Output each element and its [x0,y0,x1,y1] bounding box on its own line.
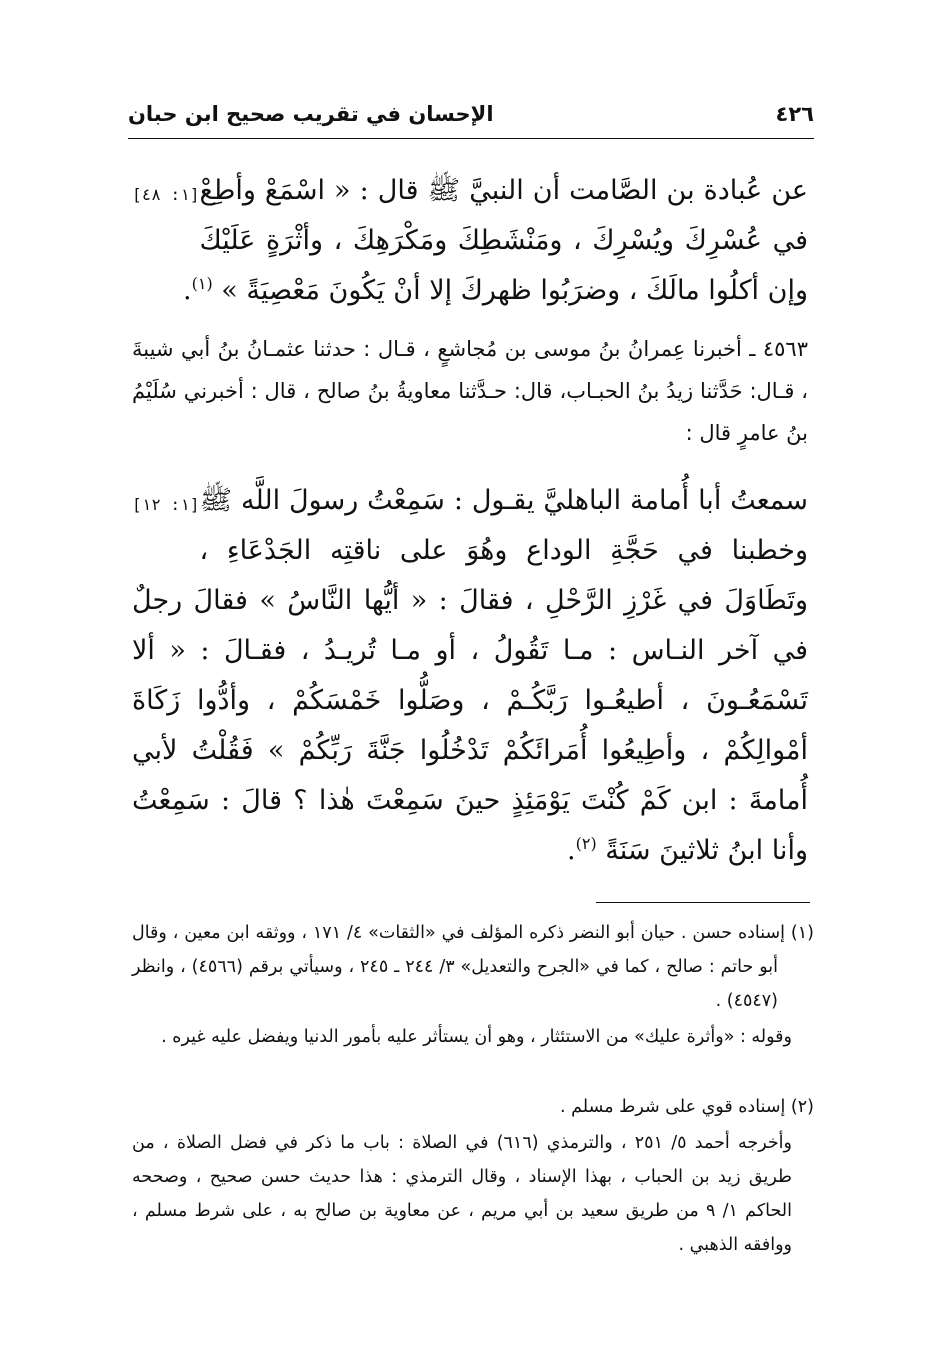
hadith-a-reference: [١: ٤٨] [132,185,200,204]
hadith-a-note-marker: (١) [191,274,213,293]
footnote-1-main: (١) إسناده حسن . حيان أبو النضر ذكره المؤلف في «الثقات» ٤/ ١٧١ ، ووثقه ابن معين ، وقال أبو حاتم : صالح ، كما في «الجرح والتعديل» ٣/ ٢٤٤ ـ ٢٤٥ ، وسيأتي برقم (٤٥٦٦) ، وانظر (٤٥٤٧) . [132,923,814,1011]
isnad-b-text [132,328,808,454]
footnote-2-main: (٢) إسناده قوي على شرط مسلم . [560,1097,814,1117]
footnote-divider [596,902,810,903]
isnad-b-body: ٤٥٦٣ ـ أخبرنا عِمرانُ بنُ موسى بن مُجاشعٍ ، قـال : حدثنا عثمـانُ بنُ أبي شيبةَ ، قـال: حَدَّثنا زيدُ بنُ الحبـاب، قال: حـدَّثنا معاويةُ بنُ صالح ، قال : أخبرني سُلَيْمُ بنُ عامرٍ قال : [132,337,808,445]
footnote-2-extra: وأخرجه أحمد ٥/ ٢٥١ ، والترمذي (٦١٦) في الصلاة : باب ما ذكر في فضل الصلاة ، من طريق زيد بن الحباب ، بهذا الإسناد ، وقال الترمذي : هذا حديث حسن صحيح ، وصححه الحاكم ١/ ٩ من طريق سعيد بن أبي مريم ، عن معاوية بن صالح به ، على شرط مسلم ، ووافقه الذهبي . [132,1133,792,1255]
running-title: الإحسان في تقريب صحيح ابن حبان [128,102,494,126]
hadith-b-text: [١: ١٢] سمعتُ أبا أُمامة الباهليَّ يقـول : سَمِعْتُ رسولَ اللَّه ﷺ وخطبنا في حَجَّةِ الوداع وهُوَ على ناقتِه الجَدْعَاءِ ، وتَطَاوَلَ في غَرْزِ الرَّحْلِ ، فقالَ : « أيُّها النَّاسُ » فقالَ رجلٌ في آخر النـاس : مـا تَقُولُ ، أو مـا تُريـدُ ، فقـالَ : « ألا تَسْمَعُـونَ ، أطيعُـوا رَبَّكُـمْ ، وصَلُّوا خَمْسَكُمْ ، وأدُّوا زَكَاةَ أمْوالِكُمْ ، وأطِيعُوا أُمَرائَكُمْ تَدْخُلُوا جَنَّةَ رَبِّكُمْ » فَقُلْتُ لأبي أُمامةَ : ابن كَمْ كُنْتَ يَوْمَئِذٍ حينَ سَمِعْتَ هٰذا ؟ قالَ : سَمِعْتُ وأنا ابنُ ثلاثينَ سَنَةً $^{(٢)}$. [132,476,808,876]
hadith-a-text: [١: ٤٨] عن عُبادة بن الصَّامت أن النبيَّ ﷺ قال : « اسْمَعْ وأطِعْ في عُسْرِكَ ويُسْرِكَ ، ومَنْشَطِكَ ومَكْرَهِكَ ، وأثْرَةٍ عَلَيْكَ وإن أكلُوا مالَكَ ، وضرَبُوا ظهركَ إلا أنْ يَكُونَ مَعْصِيَةً » $^{(١)}$. [132,166,808,316]
hadith-a-body: عن عُبادة بن الصَّامت أن النبيَّ ﷺ قال : « اسْمَعْ وأطِعْ في عُسْرِكَ ويُسْرِكَ ، ومَنْشَطِكَ ومَكْرَهِكَ ، وأثْرَةٍ عَلَيْكَ وإن أكلُوا مالَكَ ، وضرَبُوا ظهركَ إلا أنْ يَكُونَ مَعْصِيَةً » [199,175,808,306]
hadith-b-body: سمعتُ أبا أُمامة الباهليَّ يقـول : سَمِعْتُ رسولَ اللَّه ﷺ وخطبنا في حَجَّةِ الوداع وهُوَ على ناقتِه الجَدْعَاءِ ، وتَطَاوَلَ في غَرْزِ الرَّحْلِ ، فقالَ : « أيُّها النَّاسُ » فقالَ رجلٌ في آخر النـاس : مـا تَقُولُ ، أو مـا تُريـدُ ، فقـالَ : « ألا تَسْمَعُـونَ ، أطيعُـوا رَبَّكُـمْ ، وصَلُّوا خَمْسَكُمْ ، وأدُّوا زَكَاةَ أمْوالِكُمْ ، وأطِيعُوا أُمَرائَكُمْ تَدْخُلُوا جَنَّةَ رَبِّكُمْ » فَقُلْتُ لأبي أُمامةَ : ابن كَمْ كُنْتَ يَوْمَئِذٍ حينَ سَمِعْتَ هٰذا ؟ قالَ : سَمِعْتُ وأنا ابنُ ثلاثينَ سَنَةً [132,485,808,866]
page-header [128,98,814,139]
hadith-b-reference: [١: ١٢] [132,495,200,514]
hadith-b-note-marker: (٢) [575,834,597,853]
page-number: ٤٢٦ [775,102,814,126]
footnote-1-extra: وقوله : «وأثرة عليك» من الاستئثار ، وهو أن يستأثر عليه بأمور الدنيا ويفضل عليه غيره . [161,1027,792,1047]
